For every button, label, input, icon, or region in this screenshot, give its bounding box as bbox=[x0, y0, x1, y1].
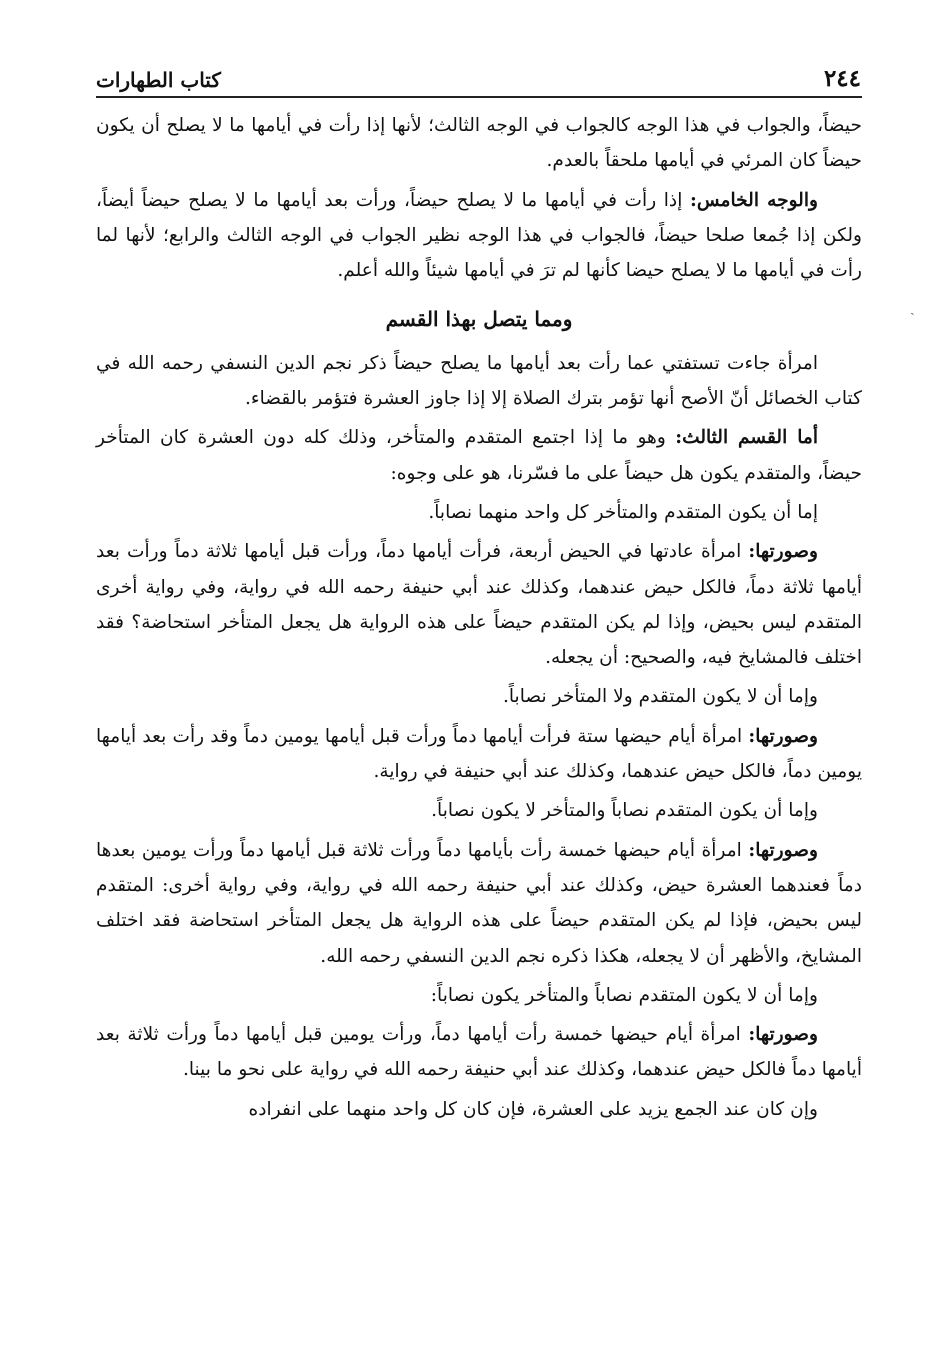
paragraph bbox=[96, 719, 862, 790]
paragraph-label: والوجه الخامس: bbox=[689, 189, 818, 211]
paragraph-text: وإما أن لا يكون المتقدم ولا المتأخر نصاباً. bbox=[502, 686, 818, 708]
paragraph-text: إما أن يكون المتقدم والمتأخر كل واحد منهما نصاباً. bbox=[428, 501, 818, 523]
page-number: ٢٤٤ bbox=[823, 65, 861, 92]
paragraph bbox=[96, 183, 862, 289]
paragraph-label: وصورتها: bbox=[748, 839, 818, 861]
paragraph-text: امرأة أيام حيضها ستة فرأت أيامها دماً ورأت قبل أيامها يومين دماً وقد رأت بعد أيامها يومين دماً، فالكل حيض عندهما، وكذلك عند أبي حنيفة في رواية. bbox=[96, 725, 862, 783]
paragraph-text: حيضاً، والجواب في هذا الوجه كالجواب في الوجه الثالث؛ لأنها إذا رأت في أيامها ما لا يصلح أن يكون حيضاً كان المرئي في أيامها ملحقاً بالعدم. bbox=[96, 115, 862, 172]
paragraph-text: امرأة أيام حيضها خمسة رأت بأيامها دماً ورأت ثلاثة قبل أيامها دماً ورأت يومين بعدها دماً فعندهما العشرة حيض، وكذلك عند أبي حنيفة رحمه الله في رواية، وفي رواية أخرى: المتقدم ليس بحيض، فإذا لم يكن المتقدم حيضاً على هذه الرواية هل يجعل المتأخر استحاضة فقد اختلف المشايخ، والأظهر أن لا يجعله، هكذا ذكره نجم الدين النسفي رحمه الله. bbox=[96, 839, 862, 967]
section-heading: ومما يتصل بهذا القسم bbox=[385, 307, 573, 332]
paragraph-text: إذا رأت في أيامها ما لا يصلح حيضاً، ورأت بعد أيامها ما لا يصلح حيضاً أيضاً، ولكن إذا جُمعا صلحا حيضاً، فالجواب في هذا الوجه نظير الجواب في الوجه الثالث والرابع؛ لأنها لما رأت في أيامها ما لا يصلح حيضا كأنها لم ترَ في أيامها شيئاً والله أعلم. bbox=[96, 189, 862, 282]
paragraph bbox=[96, 1092, 862, 1127]
running-header bbox=[96, 56, 861, 92]
paragraph-label: أما القسم الثالث: bbox=[675, 427, 818, 449]
paragraph-text: امرأة جاءت تستفتي عما رأت بعد أيامها ما يصلح حيضاً ذكر نجم الدين النسفي رحمه الله في كتاب الخصائل أنّ الأصح أنها تؤمر بترك الصلاة إلا إذا جاوز العشرة فتؤمر بالقضاء. bbox=[96, 352, 862, 410]
paragraph bbox=[96, 978, 862, 1013]
paragraph bbox=[96, 1017, 862, 1088]
margin-mark: ˏ bbox=[910, 300, 915, 316]
paragraph bbox=[96, 534, 862, 675]
paragraph-text: وإما أن لا يكون المتقدم نصاباً والمتأخر يكون نصاباً: bbox=[430, 984, 818, 1006]
paragraph bbox=[96, 346, 862, 417]
paragraph-text: وإما أن يكون المتقدم نصاباً والمتأخر لا يكون نصاباً. bbox=[431, 800, 818, 822]
paragraph bbox=[96, 679, 862, 714]
paragraph-label: وصورتها: bbox=[748, 1024, 818, 1046]
paragraph-text: امرأة أيام حيضها خمسة رأت أيامها دماً، ورأت يومين قبل أيامها دماً ورأت ثلاثة بعد أيامها دماً فالكل حيض عندهما، وكذلك عند أبي حنيفة رحمه الله في رواية على نحو ما بينا. bbox=[96, 1024, 862, 1081]
paragraph-text: امرأة عادتها في الحيض أربعة، فرأت أيامها دماً، ورأت قبل أيامها ثلاثة دماً ورأت بعد أيامها ثلاثة دماً، فالكل حيض عندهما، وكذلك عند أبي حنيفة رحمه الله في رواية، وفي رواية أخرى المتقدم ليس بحيض، وإذا لم يكن المتقدم حيضاً على هذه الرواية هل يجعل المتأخر استحاضة؟ فقد اختلف فالمشايخ فيه، والصحيح: أن يجعله. bbox=[96, 541, 862, 669]
paragraph-text: وهو ما إذا اجتمع المتقدم والمتأخر، وذلك كله دون العشرة كان المتأخر حيضاً، والمتقدم يكون هل حيضاً على ما فسّرنا، هو على وجوه: bbox=[96, 427, 862, 484]
paragraph-text: وإن كان عند الجمع يزيد على العشرة، فإن كان كل واحد منهما على انفراده bbox=[248, 1098, 818, 1120]
book-title: كتاب الطهارات bbox=[96, 68, 221, 92]
paragraph bbox=[96, 793, 862, 828]
page-body bbox=[96, 108, 862, 1131]
paragraph-label: وصورتها: bbox=[748, 541, 818, 563]
paragraph-label: وصورتها: bbox=[748, 725, 818, 747]
paragraph bbox=[96, 420, 862, 491]
paragraph bbox=[96, 833, 862, 974]
paragraph bbox=[96, 108, 862, 179]
header-rule bbox=[96, 96, 862, 98]
paragraph bbox=[96, 495, 862, 530]
